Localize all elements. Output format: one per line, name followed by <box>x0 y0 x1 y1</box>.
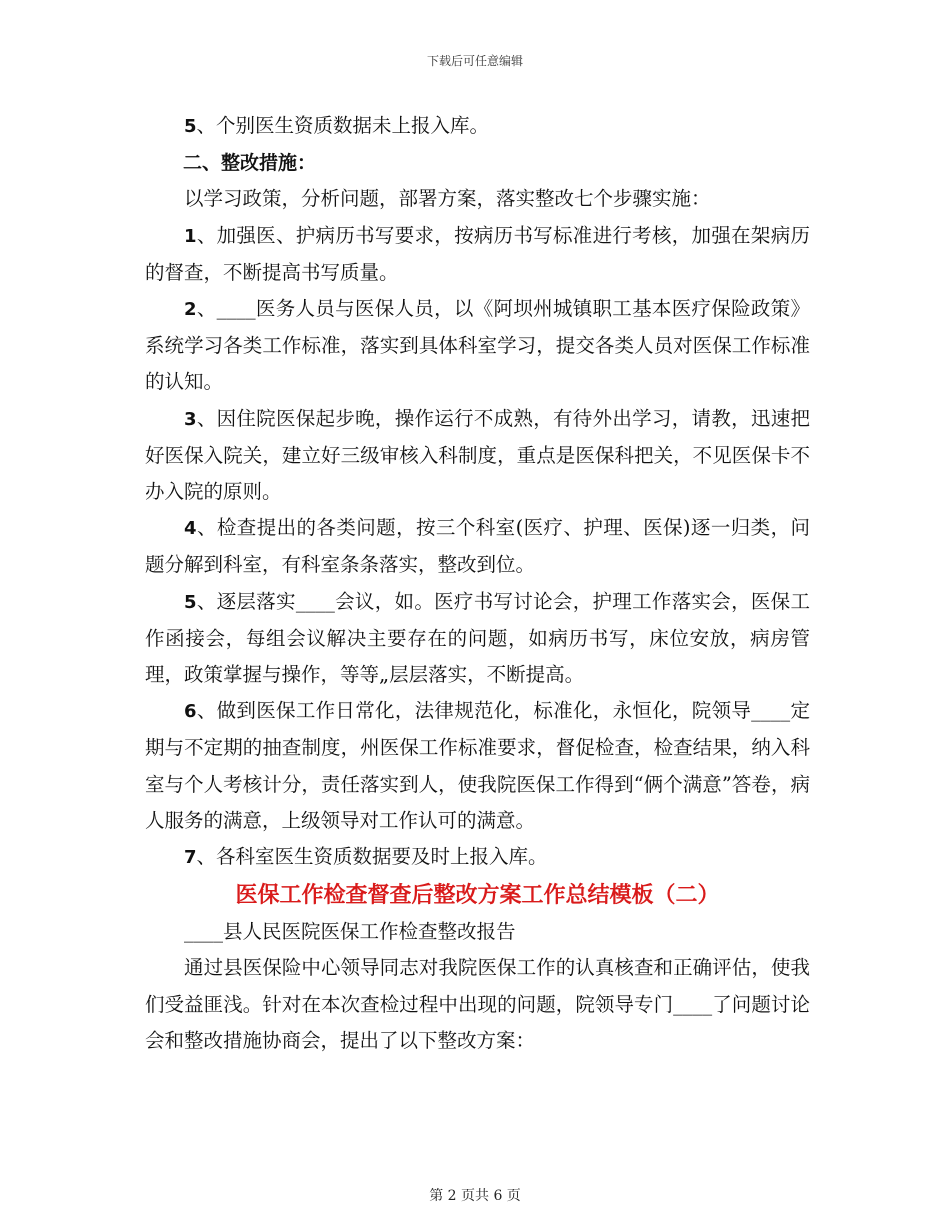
paragraph-item-6 <box>145 693 810 839</box>
paragraph-report-intro: 通过县医保险中心领导同志对我院医保工作的认真核查和正确评估，使我们受益匪浅。针对在本次查检过程中出现的问题，院领导专门____了问题讨论会和整改措施协商会，提出了以下整改方案： <box>145 956 810 1052</box>
paragraph-text: 、加强医、护病历书写要求，按病历书写标准进行考核，加强在架病历的督查，不断提高书写质量。 <box>145 223 810 284</box>
paragraph-text: 、检查提出的各类问题，按三个科室(医疗、护理、医保)逐一归类，问题分解到科室，有科室条条落实，整改到位。 <box>145 516 810 577</box>
paragraph-text: 、因住院医保起步晚，操作运行不成熟，有待外出学习，请教，迅速把好医保入院关，建立好三级审核入科制度，重点是医保科把关，不见医保卡不办入院的原则。 <box>145 406 810 504</box>
document-body <box>145 108 810 1059</box>
paragraph-item-1 <box>145 218 810 291</box>
paragraph-item-3 <box>145 401 810 511</box>
item-number: 5 <box>184 591 197 613</box>
page-footer: 第 2 页共 6 页 <box>429 1188 521 1204</box>
paragraph-text: 、逐层落实____会议，如。医疗书写讨论会，护理工作落实会，医保工作函接会，每组会议解决主要存在的问题，如病历书写，床位安放，病房管理，政策掌握与操作，等等„层层落实，不断提高。 <box>145 589 810 687</box>
item-number: 7 <box>184 847 197 869</box>
page-header: 下载后可任意编辑 <box>426 54 523 68</box>
item-number: 5 <box>184 116 197 137</box>
paragraph-intro: 以学习政策，分析问题，部署方案，落实整改七个步骤实施： <box>184 187 711 211</box>
item-number: 2 <box>184 299 197 321</box>
paragraph-text: 、做到医保工作日常化，法律规范化，标准化，永恒化，院领导____定期与不定期的抽查制度，州医保工作标准要求，督促检查，检查结果，纳入科室与个人考核计分，责任落实到人，使我院医保工作得到“俩个满意”答卷，病人服务的满意，上级领导对工作认可的满意。 <box>145 699 810 832</box>
paragraph-item-7 <box>145 839 810 876</box>
paragraph-item-5 <box>145 584 810 694</box>
section-title: 医保工作检查督查后整改方案工作总结模板（二） <box>235 883 720 909</box>
item-number: 1 <box>184 225 197 247</box>
paragraph-text: 、个别医生资质数据未上报入库。 <box>196 114 490 137</box>
paragraph-item-4 <box>145 510 810 583</box>
paragraph-text: 、各科室医生资质数据要及时上报入库。 <box>196 845 548 869</box>
item-number: 3 <box>184 408 197 430</box>
paragraph-item-5-old <box>145 108 810 145</box>
item-number: 6 <box>184 701 197 723</box>
report-subtitle: ____县人民医院医保工作检查整改报告 <box>184 920 516 944</box>
section-heading-measures: 二、整改措施： <box>183 152 317 175</box>
paragraph-item-2 <box>145 291 810 401</box>
item-number: 4 <box>184 518 197 540</box>
paragraph-text: 、____医务人员与医保人员，以《阿坝州城镇职工基本医疗保险政策》系统学习各类工作标准，落实到具体科室学习，提交各类人员对医保工作标准的认知。 <box>145 297 810 394</box>
